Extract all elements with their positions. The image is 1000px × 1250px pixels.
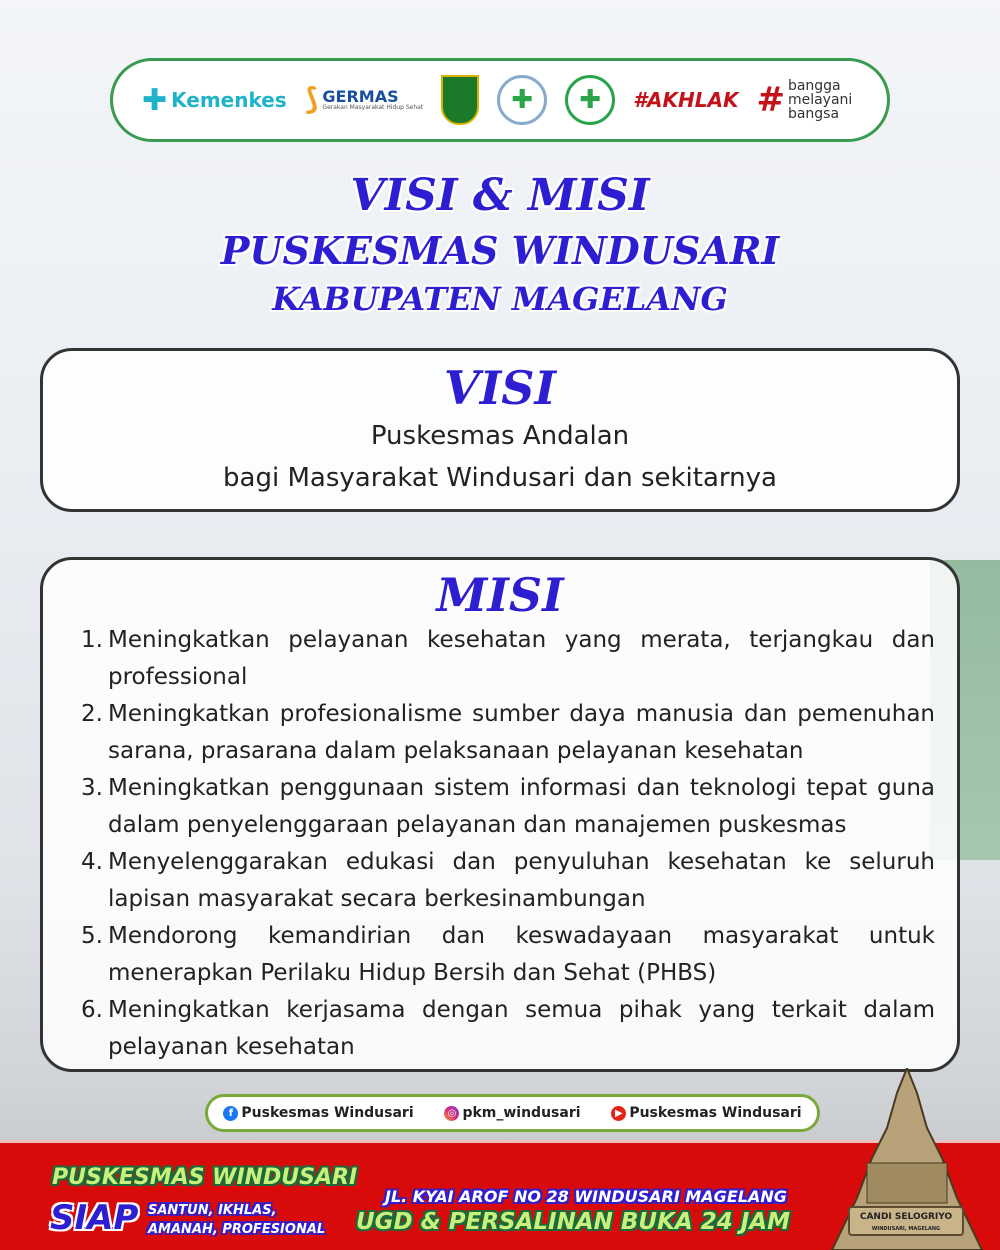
list-item [81, 622, 935, 696]
youtube-label: Puskesmas Windusari [629, 1105, 802, 1121]
title-line3: KABUPATEN MAGELANG [272, 280, 728, 318]
item-number: 5. [81, 923, 103, 949]
plaque-title: CANDI SELOGRIYO [859, 1212, 953, 1222]
title-line2: PUSKESMAS WINDUSARI [220, 228, 780, 273]
misi-list [43, 622, 957, 1066]
mosilp-logo: ✚ [497, 75, 547, 125]
item-text: Mendorong kemandirian dan keswadayaan masyarakat untuk menerapkan Perilaku Hidup Bersih dan Sehat (PHBS) [108, 923, 935, 986]
ugd-hours: UGD & PERSALINAN BUKA 24 JAM [356, 1209, 790, 1235]
magelang-crest-logo [441, 75, 479, 125]
list-item [81, 844, 935, 918]
visi-box [40, 348, 960, 512]
siap-line1: SANTUN, IKHLAS, [148, 1203, 277, 1218]
youtube-icon: ▶ [611, 1106, 626, 1121]
footer-name: PUSKESMAS WINDUSARI [52, 1165, 358, 1190]
visi-line2: bagi Masyarakat Windusari dan sekitarnya [223, 463, 777, 493]
item-number: 6. [81, 997, 103, 1023]
list-item [81, 770, 935, 844]
siap-line2: AMANAH, PROFESIONAL [148, 1222, 326, 1237]
visi-heading: VISI [444, 361, 556, 415]
bangga-label: bangga melayani bangsa [787, 78, 853, 122]
puskesmas-logo: ✚ [565, 75, 615, 125]
kemenkes-logo: ✚ Kemenkes [141, 82, 287, 118]
temple-plaque [848, 1206, 964, 1236]
facebook-icon: f [223, 1106, 238, 1121]
address: JL. KYAI AROF NO 28 WINDUSARI MAGELANG [385, 1187, 787, 1206]
siap-description [148, 1201, 325, 1239]
germas-logo: ⟆ GERMAS Gerakan Masyarakat Hidup Sehat [304, 82, 424, 117]
social-bar [205, 1094, 820, 1132]
facebook-link[interactable] [223, 1105, 413, 1121]
facebook-label: Puskesmas Windusari [241, 1105, 414, 1121]
misi-box [40, 557, 960, 1072]
list-item [81, 992, 935, 1066]
instagram-label: pkm_windusari [462, 1105, 581, 1121]
item-text: Meningkatkan pelayanan kesehatan yang merata, terjangkau dan professional [108, 627, 935, 690]
item-number: 2. [81, 701, 103, 727]
akhlak-logo: #AKHLAK [633, 88, 739, 112]
siap-label: SIAP [50, 1198, 139, 1238]
instagram-icon: ◎ [444, 1106, 459, 1121]
item-text: Meningkatkan profesionalisme sumber daya manusia dan pemenuhan sarana, prasarana dalam pelaksanaan pelayanan kesehatan [108, 701, 935, 764]
germas-sub: Gerakan Masyarakat Hidup Sehat [322, 104, 424, 111]
logo-bar [110, 58, 890, 142]
youtube-link[interactable] [611, 1105, 801, 1121]
germas-label: GERMAS [322, 87, 399, 106]
list-item [81, 918, 935, 992]
item-text: Menyelenggarakan edukasi dan penyuluhan kesehatan ke seluruh lapisan masyarakat secara berkesinambungan [108, 849, 935, 912]
instagram-link[interactable] [444, 1105, 580, 1121]
item-number: 1. [81, 627, 103, 653]
title-line1: VISI & MISI [350, 170, 650, 221]
item-number: 3. [81, 775, 103, 801]
visi-line1: Puskesmas Andalan [370, 421, 630, 451]
item-text: Meningkatkan penggunaan sistem informasi dan teknologi tepat guna dalam penyelenggaraan pelayanan dan manajemen puskesmas [108, 775, 935, 838]
item-number: 4. [81, 849, 103, 875]
kemenkes-label: Kemenkes [171, 88, 287, 112]
list-item [81, 696, 935, 770]
bangga-melayani-logo: # bangga melayani bangsa [756, 79, 858, 121]
plaque-subtitle: WINDUSARI, MAGELANG [871, 1226, 941, 1232]
item-text: Meningkatkan kerjasama dengan semua pihak yang terkait dalam pelayanan kesehatan [108, 997, 935, 1060]
misi-heading: MISI [436, 568, 564, 622]
